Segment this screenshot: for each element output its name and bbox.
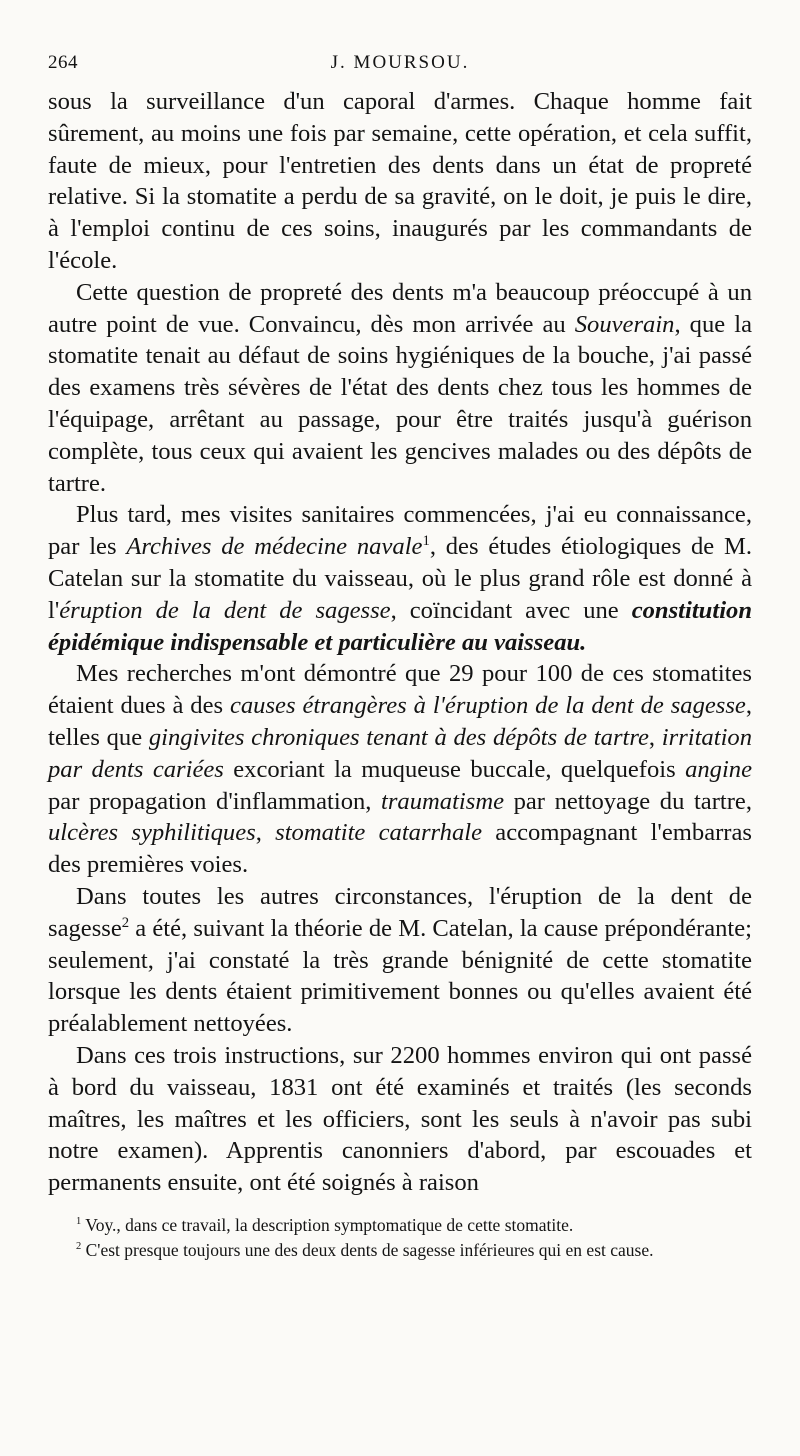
paragraph-1: sous la surveillance d'un caporal d'armes. Chaque homme fait sûrement, au moins une fois par semaine, cette opération, et cela suffit, faute de mieux, pour l'entretien des dents dans un état de propreté relative. Si la stomatite a perdu de sa gravité, on le doit, je puis le dire, à l'emploi continu de ces soins, inaugurés par les commandants de l'école. (48, 88, 752, 274)
p2-text-b: , que la stomatite tenait au défaut de soins hygiéniques de la bouche, j'ai passé des examens très sévères de l'état des dents chez tous les hommes de l'équipage, arrêtant au passage, pour être traités jusqu'à guérison complète, tous ceux qui avaient les gencives malades ou des dépôts de tartre. (48, 310, 752, 497)
paragraph-6: Dans ces trois instructions, sur 2200 hommes environ qui ont passé à bord du vaisseau, 1831 ont été examinés et traités (les seconds maîtres, les maîtres et les officiers, sont les seuls à n'avoir pas subi notre examen). Apprentis canonniers d'abord, par escouades et permanents ensuite, ont été soignés à raison (48, 1041, 752, 1197)
paragraph-5 (48, 881, 752, 1040)
p2-text-a: Cette question de propreté des dents m'a beaucoup préoccupé à un autre point de vue. Convaincu, dès mon arrivée au (48, 278, 752, 338)
p3-text-a: Plus tard, mes visites sanitaires commencées, j'ai eu connaissance, par les (48, 501, 752, 561)
footnote-mark-1: 1 (76, 1216, 82, 1228)
running-title: J. MOURSOU. (330, 52, 470, 73)
p4-emphasis-n: stomatite catarrhale (275, 819, 482, 847)
footnote-1 (48, 1213, 752, 1238)
p4-text-i: par propagation d'inflammation, (48, 787, 382, 815)
p4-emphasis-l: ulcères syphilitiques (48, 819, 256, 847)
paragraph-4 (48, 658, 752, 881)
p5-text-a: Dans toutes les autres circonstances, l'éruption de la dent de sagesse (48, 882, 752, 942)
footnote-text-2: C'est presque toujours une des deux dents de sagesse inférieures qui en est cause. (81, 1239, 654, 1260)
p4-emphasis-f: irritation par dents cariées (48, 723, 752, 783)
footnote-ref-1: 1 (422, 532, 430, 549)
p3-text-l: l' (48, 596, 60, 624)
footnote-2 (48, 1238, 752, 1263)
p4-text-e: , (648, 723, 662, 751)
p3-emphasis-c: éruption de la dent de sagesse (59, 596, 391, 624)
page-number: 264 (48, 52, 78, 73)
footnote-text-1: Voy., dans ce travail, la description symptomatique de cette stomatite. (81, 1214, 574, 1235)
p4-text-a: Mes recherches m'ont démontré que 29 pour 100 de ces stomatites étaient dues à des (48, 660, 752, 720)
running-head (48, 52, 752, 86)
footnote-mark-2: 2 (76, 1241, 82, 1253)
p4-text-m: , (255, 819, 276, 847)
paragraph-3 (48, 499, 752, 658)
footnotes (48, 1213, 752, 1263)
p5-text-b: a été, suivant la théorie de M. Catelan, la cause prépondérante; seulement, j'ai constaté la très grande bénignité de cette stomatite lorsque les dents étaient primitivement bonnes ou qu'elles avaient été préalablement nettoyées. (48, 914, 752, 1038)
body-text (48, 86, 752, 1199)
footnote-separator (48, 1199, 752, 1213)
p4-text-o: accompagnant l'embarras des premières voies. (48, 819, 752, 879)
p4-emphasis-j: traumatisme (381, 787, 504, 815)
footnote-ref-2: 2 (121, 914, 130, 931)
p3-emphasis-e: constitution épidémique indispensable et particulière au vaisseau. (48, 596, 752, 656)
p4-text-k: par nettoyage du tartre, (504, 787, 752, 815)
p3-text-d: , coïncidant avec une (390, 596, 632, 624)
p3-text-b: , des études étiologiques de M. Catelan sur la stomatite du vaisseau, où le plus grand rôle est donné à (48, 533, 752, 592)
p4-emphasis-h: angine (685, 755, 752, 783)
p4-text-g: excoriant la muqueuse buccale, quelquefois (223, 755, 686, 783)
paragraph-2 (48, 277, 752, 500)
p4-emphasis-b: causes étrangères à l'éruption de la dent de sagesse (229, 692, 746, 720)
journal-title: Archives de médecine navale (126, 533, 423, 561)
p4-emphasis-d: gingivites chroniques tenant à des dépôts de tartre (148, 723, 649, 751)
p4-text-c: , telles que (48, 692, 753, 751)
ship-name: Souverain (574, 310, 675, 338)
